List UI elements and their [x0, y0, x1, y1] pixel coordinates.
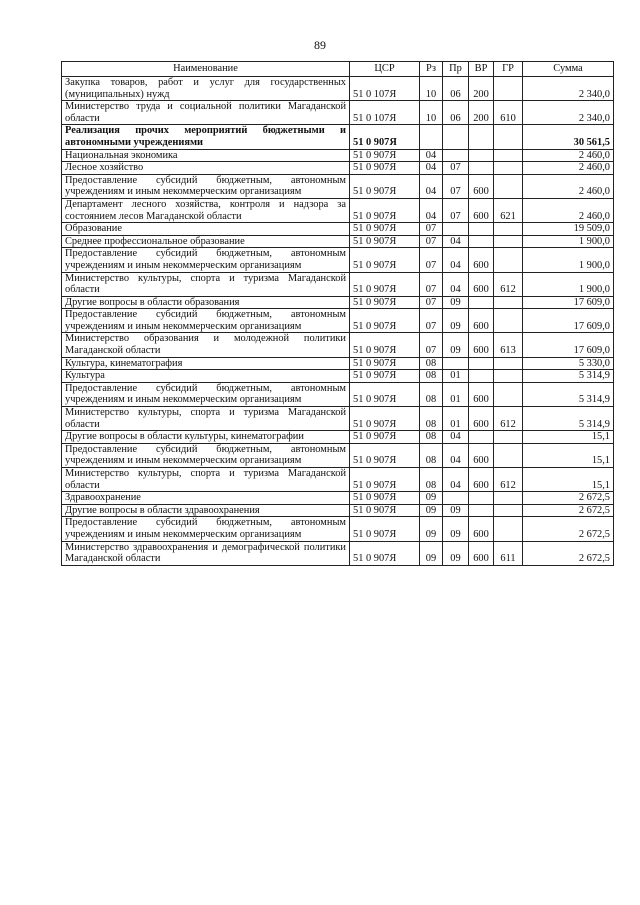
- header-sum: Сумма: [523, 62, 614, 77]
- table-row: [62, 382, 614, 406]
- cell-pr: 04: [443, 468, 469, 492]
- cell-vr: [469, 223, 494, 236]
- cell-gr: [494, 370, 523, 383]
- cell-gr: [494, 223, 523, 236]
- cell-sum: 1 900,0: [523, 248, 614, 272]
- cell-name: Министерство труда и социальной политики Магаданской области: [62, 101, 350, 125]
- cell-pr: [443, 223, 469, 236]
- cell-csr: 51 0 907Я: [350, 248, 420, 272]
- table-row: [62, 101, 614, 125]
- cell-pr: [443, 149, 469, 162]
- cell-rz: 07: [420, 309, 443, 333]
- cell-vr: 600: [469, 468, 494, 492]
- cell-vr: [469, 235, 494, 248]
- cell-pr: 04: [443, 431, 469, 444]
- cell-vr: [469, 149, 494, 162]
- cell-sum: 17 609,0: [523, 309, 614, 333]
- cell-sum: 2 460,0: [523, 162, 614, 175]
- cell-name: Реализация прочих мероприятий бюджетными и автономными учреждениями: [62, 125, 350, 149]
- table-row: [62, 357, 614, 370]
- cell-rz: 10: [420, 101, 443, 125]
- cell-name: Другие вопросы в области здравоохранения: [62, 504, 350, 517]
- cell-csr: 51 0 907Я: [350, 443, 420, 467]
- cell-pr: 09: [443, 309, 469, 333]
- cell-sum: 19 509,0: [523, 223, 614, 236]
- cell-gr: [494, 149, 523, 162]
- cell-gr: [494, 125, 523, 149]
- cell-rz: 07: [420, 235, 443, 248]
- cell-gr: [494, 357, 523, 370]
- cell-csr: 51 0 907Я: [350, 431, 420, 444]
- cell-pr: 06: [443, 77, 469, 101]
- cell-csr: 51 0 907Я: [350, 235, 420, 248]
- cell-sum: 30 561,5: [523, 125, 614, 149]
- cell-rz: 09: [420, 517, 443, 541]
- cell-name: Лесное хозяйство: [62, 162, 350, 175]
- cell-vr: 600: [469, 198, 494, 222]
- cell-csr: 51 0 907Я: [350, 309, 420, 333]
- cell-gr: [494, 517, 523, 541]
- cell-vr: 600: [469, 174, 494, 198]
- cell-csr: 51 0 907Я: [350, 272, 420, 296]
- header-vr: ВР: [469, 62, 494, 77]
- cell-rz: 04: [420, 162, 443, 175]
- cell-pr: 04: [443, 235, 469, 248]
- cell-pr: 04: [443, 248, 469, 272]
- table-header-row: [62, 62, 614, 77]
- cell-sum: 5 314,9: [523, 370, 614, 383]
- cell-sum: 2 672,5: [523, 492, 614, 505]
- header-name: Наименование: [62, 62, 350, 77]
- cell-gr: 611: [494, 541, 523, 565]
- cell-sum: 2 672,5: [523, 504, 614, 517]
- cell-pr: [443, 492, 469, 505]
- cell-sum: 2 460,0: [523, 149, 614, 162]
- cell-pr: 09: [443, 517, 469, 541]
- cell-gr: [494, 309, 523, 333]
- cell-sum: 15,1: [523, 468, 614, 492]
- cell-name: Предоставление субсидий бюджетным, автономным учреждениям и иным некоммерческим организациям: [62, 382, 350, 406]
- cell-vr: [469, 431, 494, 444]
- cell-gr: [494, 174, 523, 198]
- cell-sum: 2 672,5: [523, 541, 614, 565]
- cell-name: Предоставление субсидий бюджетным, автономным учреждениям и иным некоммерческим организациям: [62, 517, 350, 541]
- cell-rz: 08: [420, 468, 443, 492]
- cell-sum: 2 672,5: [523, 517, 614, 541]
- cell-rz: 04: [420, 149, 443, 162]
- cell-name: Другие вопросы в области образования: [62, 296, 350, 309]
- cell-rz: 08: [420, 370, 443, 383]
- cell-gr: 621: [494, 198, 523, 222]
- cell-csr: 51 0 907Я: [350, 198, 420, 222]
- cell-csr: 51 0 907Я: [350, 468, 420, 492]
- cell-sum: 15,1: [523, 431, 614, 444]
- cell-csr: 51 0 907Я: [350, 223, 420, 236]
- cell-csr: 51 0 907Я: [350, 492, 420, 505]
- cell-sum: 5 330,0: [523, 357, 614, 370]
- cell-vr: [469, 492, 494, 505]
- cell-rz: 09: [420, 541, 443, 565]
- cell-name: Здравоохранение: [62, 492, 350, 505]
- cell-csr: 51 0 907Я: [350, 382, 420, 406]
- table-row: [62, 223, 614, 236]
- cell-name: Предоставление субсидий бюджетным, автономным учреждениям и иным некоммерческим организациям: [62, 174, 350, 198]
- cell-csr: 51 0 907Я: [350, 357, 420, 370]
- table-row: [62, 248, 614, 272]
- table-row: [62, 492, 614, 505]
- cell-pr: 07: [443, 198, 469, 222]
- cell-pr: 01: [443, 407, 469, 431]
- cell-rz: 07: [420, 248, 443, 272]
- table-row: [62, 309, 614, 333]
- table-row: [62, 272, 614, 296]
- cell-pr: 04: [443, 272, 469, 296]
- cell-pr: 09: [443, 504, 469, 517]
- budget-table: [61, 61, 614, 566]
- cell-rz: 07: [420, 333, 443, 357]
- cell-csr: 51 0 907Я: [350, 174, 420, 198]
- cell-rz: [420, 125, 443, 149]
- cell-sum: 1 900,0: [523, 272, 614, 296]
- cell-sum: 2 340,0: [523, 77, 614, 101]
- cell-csr: 51 0 907Я: [350, 125, 420, 149]
- cell-csr: 51 0 907Я: [350, 504, 420, 517]
- cell-sum: 5 314,9: [523, 407, 614, 431]
- cell-csr: 51 0 907Я: [350, 149, 420, 162]
- cell-gr: [494, 504, 523, 517]
- cell-pr: 09: [443, 296, 469, 309]
- table-row: [62, 149, 614, 162]
- cell-pr: [443, 125, 469, 149]
- cell-csr: 51 0 907Я: [350, 517, 420, 541]
- cell-sum: 5 314,9: [523, 382, 614, 406]
- cell-name: Департамент лесного хозяйства, контроля и надзора за состоянием лесов Магаданской области: [62, 198, 350, 222]
- cell-pr: 07: [443, 162, 469, 175]
- cell-csr: 51 0 907Я: [350, 333, 420, 357]
- cell-gr: [494, 77, 523, 101]
- cell-sum: 1 900,0: [523, 235, 614, 248]
- cell-vr: [469, 370, 494, 383]
- cell-name: Культура, кинематография: [62, 357, 350, 370]
- cell-sum: 2 340,0: [523, 101, 614, 125]
- cell-csr: 51 0 907Я: [350, 541, 420, 565]
- cell-name: Министерство здравоохранения и демографической политики Магаданской области: [62, 541, 350, 565]
- cell-gr: 612: [494, 407, 523, 431]
- cell-gr: [494, 296, 523, 309]
- table-row: [62, 235, 614, 248]
- cell-rz: 09: [420, 504, 443, 517]
- cell-pr: 06: [443, 101, 469, 125]
- table-row: [62, 468, 614, 492]
- cell-pr: 01: [443, 370, 469, 383]
- table-row: [62, 443, 614, 467]
- table-row: [62, 407, 614, 431]
- cell-sum: 17 609,0: [523, 333, 614, 357]
- cell-name: Среднее профессиональное образование: [62, 235, 350, 248]
- cell-pr: 04: [443, 443, 469, 467]
- table-row: [62, 296, 614, 309]
- page-number: 89: [314, 38, 326, 52]
- table-row: [62, 541, 614, 565]
- header-pr: Пр: [443, 62, 469, 77]
- header-gr: ГР: [494, 62, 523, 77]
- cell-vr: 600: [469, 407, 494, 431]
- cell-rz: 08: [420, 443, 443, 467]
- cell-vr: 600: [469, 248, 494, 272]
- cell-pr: 07: [443, 174, 469, 198]
- cell-vr: 600: [469, 541, 494, 565]
- table-row: [62, 198, 614, 222]
- cell-gr: 612: [494, 468, 523, 492]
- cell-gr: [494, 492, 523, 505]
- header-csr: ЦСР: [350, 62, 420, 77]
- cell-rz: 04: [420, 198, 443, 222]
- cell-vr: 600: [469, 272, 494, 296]
- table-row: [62, 125, 614, 149]
- cell-name: Национальная экономика: [62, 149, 350, 162]
- cell-csr: 51 0 907Я: [350, 370, 420, 383]
- cell-name: Министерство культуры, спорта и туризма Магаданской области: [62, 407, 350, 431]
- cell-name: Предоставление субсидий бюджетным, автономным учреждениям и иным некоммерческим организациям: [62, 248, 350, 272]
- cell-gr: [494, 431, 523, 444]
- cell-rz: 08: [420, 431, 443, 444]
- cell-name: Закупка товаров, работ и услуг для государственных (муниципальных) нужд: [62, 77, 350, 101]
- cell-gr: 612: [494, 272, 523, 296]
- cell-gr: [494, 162, 523, 175]
- cell-sum: 2 460,0: [523, 198, 614, 222]
- cell-rz: 08: [420, 407, 443, 431]
- cell-gr: [494, 443, 523, 467]
- cell-vr: [469, 357, 494, 370]
- cell-rz: 10: [420, 77, 443, 101]
- table-row: [62, 162, 614, 175]
- cell-vr: 600: [469, 382, 494, 406]
- cell-name: Министерство культуры, спорта и туризма Магаданской области: [62, 272, 350, 296]
- cell-gr: [494, 235, 523, 248]
- table-row: [62, 333, 614, 357]
- cell-gr: [494, 382, 523, 406]
- cell-rz: 08: [420, 382, 443, 406]
- table-row: [62, 174, 614, 198]
- table-body: [62, 77, 614, 566]
- cell-vr: [469, 162, 494, 175]
- cell-pr: 09: [443, 333, 469, 357]
- cell-pr: [443, 357, 469, 370]
- table-row: [62, 431, 614, 444]
- cell-name: Культура: [62, 370, 350, 383]
- cell-rz: 07: [420, 223, 443, 236]
- cell-gr: [494, 248, 523, 272]
- cell-vr: 600: [469, 443, 494, 467]
- cell-pr: 09: [443, 541, 469, 565]
- cell-csr: 51 0 907Я: [350, 407, 420, 431]
- table-row: [62, 77, 614, 101]
- cell-vr: [469, 504, 494, 517]
- cell-name: Предоставление субсидий бюджетным, автономным учреждениям и иным некоммерческим организациям: [62, 309, 350, 333]
- table-row: [62, 370, 614, 383]
- cell-sum: 17 609,0: [523, 296, 614, 309]
- table-row: [62, 517, 614, 541]
- cell-name: Образование: [62, 223, 350, 236]
- cell-csr: 51 0 907Я: [350, 296, 420, 309]
- cell-rz: 07: [420, 296, 443, 309]
- cell-gr: 610: [494, 101, 523, 125]
- cell-rz: 09: [420, 492, 443, 505]
- cell-vr: 600: [469, 517, 494, 541]
- cell-vr: [469, 296, 494, 309]
- cell-vr: 200: [469, 101, 494, 125]
- cell-sum: 15,1: [523, 443, 614, 467]
- cell-csr: 51 0 107Я: [350, 77, 420, 101]
- cell-vr: [469, 125, 494, 149]
- cell-rz: 07: [420, 272, 443, 296]
- cell-name: Министерство культуры, спорта и туризма Магаданской области: [62, 468, 350, 492]
- cell-vr: 600: [469, 309, 494, 333]
- cell-sum: 2 460,0: [523, 174, 614, 198]
- cell-rz: 04: [420, 174, 443, 198]
- cell-gr: 613: [494, 333, 523, 357]
- cell-csr: 51 0 907Я: [350, 162, 420, 175]
- cell-name: Предоставление субсидий бюджетным, автономным учреждениям и иным некоммерческим организациям: [62, 443, 350, 467]
- cell-pr: 01: [443, 382, 469, 406]
- cell-vr: 200: [469, 77, 494, 101]
- header-rz: Рз: [420, 62, 443, 77]
- cell-name: Министерство образования и молодежной политики Магаданской области: [62, 333, 350, 357]
- cell-csr: 51 0 107Я: [350, 101, 420, 125]
- cell-name: Другие вопросы в области культуры, кинематографии: [62, 431, 350, 444]
- cell-rz: 08: [420, 357, 443, 370]
- table-row: [62, 504, 614, 517]
- cell-vr: 600: [469, 333, 494, 357]
